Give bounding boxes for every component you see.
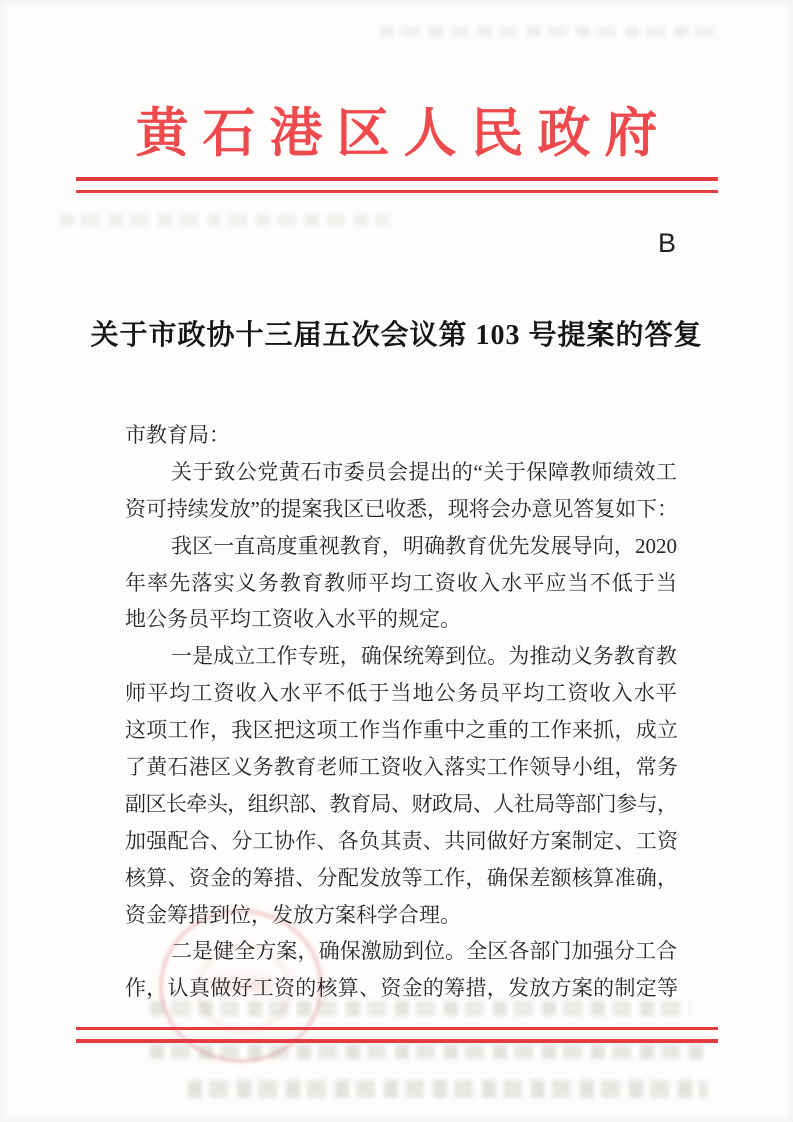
body-line: 一是成立工作专班，确保统筹到位。为推动义务教育教 — [171, 644, 677, 669]
header-double-rule — [76, 177, 718, 193]
body-line: 地公务员平均工资收入水平的规定。 — [125, 607, 461, 632]
body-paragraphs — [125, 417, 677, 1007]
bleedthrough-smudge — [60, 214, 390, 226]
body-line: 年率先落实义务教育教师平均工资收入水平应当不低于当 — [125, 570, 677, 595]
body-line: 加强配合、分工协作、各负其责、共同做好方案制定、工资 — [125, 828, 677, 853]
copy-mark-b: B — [658, 228, 677, 258]
footer-double-rule — [76, 1027, 718, 1043]
body-line: 作，认真做好工资的核算、资金的筹措，发放方案的制定等 — [125, 976, 677, 1001]
body-line: 这项工作，我区把这项工作当作重中之重的工作来抓，成立 — [125, 718, 677, 743]
body-line: 二是健全方案，确保激励到位。全区各部门加强分工合 — [171, 939, 677, 964]
bleedthrough-smudge — [188, 1080, 708, 1098]
body-line: 副区长牵头，组织部、教育局、财政局、人社局等部门参与， — [125, 791, 677, 816]
bleedthrough-smudge — [150, 1044, 706, 1059]
body-line: 市教育局： — [125, 423, 230, 447]
body-line: 资可持续发放”的提案我区已收悉，现将会办意见答复如下： — [125, 496, 677, 521]
body-line: 我区一直高度重视教育，明确教育优先发展导向，2020 — [171, 533, 677, 558]
masthead-title: 黄石港区人民政府 — [135, 105, 672, 163]
document-title: 关于市政协十三届五次会议第 103 号提案的答复 — [90, 320, 703, 351]
body-line: 核算、资金的筹措、分配发放等工作，确保差额核算准确， — [125, 865, 677, 890]
body-line: 资金筹措到位，发放方案科学合理。 — [125, 902, 461, 927]
body-line: 了黄石港区义务教育老师工资收入落实工作领导小组，常务 — [125, 755, 677, 780]
body-line: 关于致公党黄石市委员会提出的“关于保障教师绩效工 — [171, 459, 677, 484]
bleedthrough-smudge — [380, 26, 720, 37]
body-line: 师平均工资收入水平不低于当地公务员平均工资收入水平 — [125, 681, 677, 706]
